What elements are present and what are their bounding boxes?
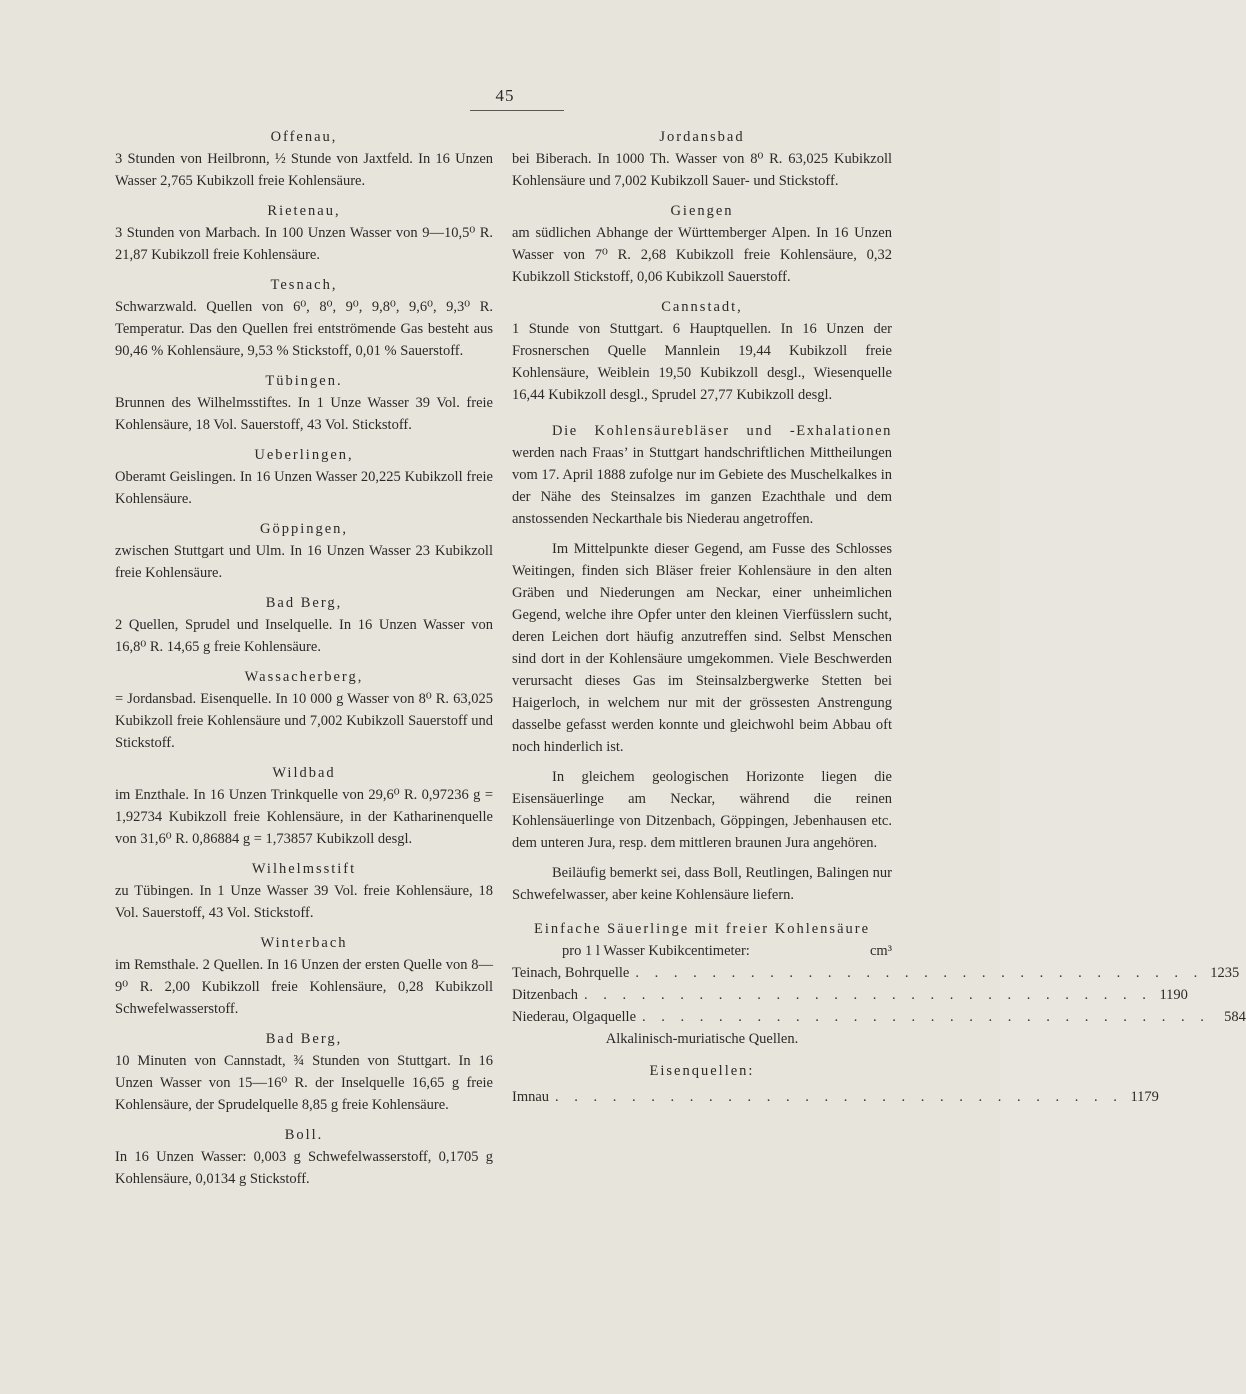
entry-title: Boll. bbox=[284, 1127, 324, 1143]
leader-dots: . . . . . . . . . . . . . . . . . . . . . . . . . . . . . . bbox=[635, 965, 1204, 981]
left-column bbox=[115, 126, 493, 1190]
table-title: Einfache Säuerlinge mit freier Kohlensäure bbox=[533, 921, 871, 937]
entry-title: Ueberlingen, bbox=[254, 447, 354, 463]
entry-text: bei Biberach. In 1000 Th. Wasser von 8⁰ R. 63,025 Kubikzoll Kohlensäure und 7,002 Kubikzoll Sauer- und Stickstoff. bbox=[512, 151, 892, 189]
table-row bbox=[512, 1086, 1159, 1108]
spring-entry bbox=[512, 296, 892, 406]
entry-text: im Remsthale. 2 Quellen. In 16 Unzen der ersten Quelle von 8—9⁰ R. 2,00 Kubikzoll freie Kohlensäure, 0,28 Kubikzoll Schwefelwasserstoff. bbox=[115, 957, 493, 1017]
entry-title: Offenau, bbox=[270, 129, 338, 145]
header-rule bbox=[470, 110, 564, 111]
row-value: 1235 bbox=[1210, 965, 1240, 981]
row-label: Teinach, Bohrquelle bbox=[512, 965, 630, 981]
spring-entry bbox=[115, 858, 493, 924]
body-paragraph bbox=[512, 420, 892, 530]
entry-text: 10 Minuten von Cannstadt, ¾ Stunden von Stuttgart. In 16 Unzen Wasser von 15—16⁰ R. der Inselquelle 16,65 g freie Kohlensäure, der Sprudelquelle 8,85 g freie Kohlensäure. bbox=[115, 1053, 493, 1113]
table-row bbox=[512, 1006, 1246, 1028]
row-value: 1179 bbox=[1130, 1089, 1159, 1105]
iron-springs-rows bbox=[512, 1086, 1159, 1108]
paragraph-text: In gleichem geologischen Horizonte liegen die Eisensäuerlinge am Neckar, während die reinen Kohlensäuerlinge von Ditzenbach, Göppingen, Jebenhausen etc. dem unteren Jura, resp. dem mittleren braunen Jura angehören. bbox=[512, 769, 892, 851]
spring-entry bbox=[115, 126, 493, 192]
right-entries bbox=[512, 126, 892, 406]
body-paragraph bbox=[512, 766, 892, 854]
entry-text: Schwarzwald. Quellen von 6⁰, 8⁰, 9⁰, 9,8⁰, 9,6⁰, 9,3⁰ R. Temperatur. Das den Quellen frei entströmende Gas besteht aus 90,46 % Kohlensäure, 9,53 % Stickstoff, 0,01 % Sauerstoff. bbox=[115, 299, 493, 359]
spring-entry bbox=[115, 762, 493, 850]
row-value: 1190 bbox=[1159, 987, 1188, 1003]
entry-text: im Enzthale. In 16 Unzen Trinkquelle von 29,6⁰ R. 0,97236 g = 1,92734 Kubikzoll freie Kohlensäure, in der Katharinenquelle von 31,6⁰ R. 0,86884 g = 1,73857 Kubikzoll desgl. bbox=[115, 787, 493, 847]
entry-title: Tübingen. bbox=[265, 373, 343, 389]
paragraph-text: werden nach Fraas’ in Stuttgart handschriftlichen Mittheilungen vom 17. April 1888 zufolge nur im Gebiete des Muschelkalkes in der Nähe des Steinsalzes im ganzen Ezachthale und dem anstossenden Neckarthale bis Niederau angetroffen. bbox=[512, 445, 892, 527]
row-label: Imnau bbox=[512, 1089, 550, 1105]
spring-entry bbox=[115, 444, 493, 510]
leader-dots: . . . . . . . . . . . . . . . . . . . . . . . . . . . . . . bbox=[555, 1089, 1123, 1105]
iron-springs-title: Eisenquellen: bbox=[649, 1063, 755, 1079]
entry-title: Winterbach bbox=[260, 935, 348, 951]
spaced-phrase: Die Kohlensäurebläser und -Exhalationen bbox=[552, 423, 892, 439]
springs-table bbox=[512, 918, 1246, 1108]
entry-text: zu Tübingen. In 1 Unze Wasser 39 Vol. freie Kohlensäure, 18 Vol. Sauerstoff, 43 Vol. Stickstoff. bbox=[115, 883, 493, 921]
entry-text: 1 Stunde von Stuttgart. 6 Hauptquellen. In 16 Unzen der Frosnerschen Quelle Mannlein 19,44 Kubikzoll freie Kohlensäure, Weiblein 19,50 Kubikzoll desgl., Wiesenquelle 16,44 Kubikzoll desgl., Sprudel 27,77 Kubikzoll desgl. bbox=[512, 321, 892, 403]
entry-title: Wilhelmsstift bbox=[251, 861, 357, 877]
leader-dots: . . . . . . . . . . . . . . . . . . . . . . . . . . . . . . bbox=[584, 987, 1152, 1003]
entry-title: Göppingen, bbox=[259, 521, 349, 537]
paragraph-text: Im Mittelpunkte dieser Gegend, am Fusse des Schlosses Weitingen, finden sich Bläser freier Kohlensäure in den alten Gräben und Niederungen am Neckar, einer unheimlichen Gegend, welche ihre Opfer unter den kleinen Vierfüsslern sucht, deren Leichen dort häufig anzutreffen sind. Selbst Menschen sind dort in der Kohlensäure umgekommen. Viele Beschwerden verursacht dieses Gas im Steinsalzbergwerke Stetten bei Haigerloch, in welchem nur mit der grössesten Anstrengung dasselbe gefasst werden konnte und gleichwohl beim Abbau oft noch hinderlich ist. bbox=[512, 541, 892, 755]
right-paragraphs bbox=[512, 420, 892, 906]
entry-title: Giengen bbox=[670, 203, 734, 219]
spring-entry bbox=[115, 932, 493, 1020]
body-paragraph bbox=[512, 538, 892, 758]
entry-title: Cannstadt, bbox=[661, 299, 743, 315]
spring-entry bbox=[115, 1124, 493, 1190]
page-number: 45 bbox=[495, 86, 515, 105]
entry-text: = Jordansbad. Eisenquelle. In 10 000 g Wasser von 8⁰ R. 63,025 Kubikzoll freie Kohlensäure und 7,002 Kubikzoll Sauerstoff und Stickstoff. bbox=[115, 691, 493, 751]
spring-entry bbox=[115, 370, 493, 436]
entry-title: Rietenau, bbox=[267, 203, 341, 219]
entry-title: Tesnach, bbox=[270, 277, 338, 293]
row-label: Niederau, Olgaquelle bbox=[512, 1009, 637, 1025]
entry-text: Oberamt Geislingen. In 16 Unzen Wasser 20,225 Kubikzoll freie Kohlensäure. bbox=[115, 469, 493, 507]
table-subheading: Alkalinisch-muriatische Quellen. bbox=[605, 1031, 799, 1047]
leader-dots: . . . . . . . . . . . . . . . . . . . . . . . . . . . . . . bbox=[642, 1009, 1210, 1025]
entry-text: am südlichen Abhange der Württemberger Alpen. In 16 Unzen Wasser von 7⁰ R. 2,68 Kubikzoll freie Kohlensäure, 0,32 Kubikzoll Stickstoff, 0,06 Kubikzoll Sauerstoff. bbox=[512, 225, 892, 285]
table-caption: pro 1 l Wasser Kubikcentimeter: bbox=[562, 943, 750, 959]
table-row bbox=[512, 962, 1240, 984]
entry-text: Brunnen des Wilhelmsstiftes. In 1 Unze Wasser 39 Vol. freie Kohlensäure, 18 Vol. Sauerstoff, 43 Vol. Stickstoff. bbox=[115, 395, 493, 433]
entry-text: In 16 Unzen Wasser: 0,003 g Schwefelwasserstoff, 0,1705 g Kohlensäure, 0,0134 g Stickstoff. bbox=[115, 1149, 493, 1187]
right-column bbox=[512, 126, 1246, 1108]
body-paragraph bbox=[512, 862, 892, 906]
spring-entry bbox=[115, 274, 493, 362]
spring-entry bbox=[115, 200, 493, 266]
entry-text: 2 Quellen, Sprudel und Inselquelle. In 16 Unzen Wasser von 16,8⁰ R. 14,65 g freie Kohlensäure. bbox=[115, 617, 493, 655]
entry-title: Bad Berg, bbox=[265, 595, 343, 611]
table-row bbox=[512, 984, 1188, 1006]
entry-title: Wassacherberg, bbox=[244, 669, 364, 685]
row-label: Ditzenbach bbox=[512, 987, 579, 1003]
entry-text: 3 Stunden von Heilbronn, ½ Stunde von Jaxtfeld. In 16 Unzen Wasser 2,765 Kubikzoll freie Kohlensäure. bbox=[115, 151, 493, 189]
spring-entry bbox=[512, 126, 892, 192]
entry-title: Bad Berg, bbox=[265, 1031, 343, 1047]
spring-entry bbox=[115, 518, 493, 584]
row-value: 584 bbox=[1224, 1009, 1246, 1025]
entry-title: Jordansbad bbox=[659, 129, 745, 145]
entry-text: zwischen Stuttgart und Ulm. In 16 Unzen Wasser 23 Kubikzoll freie Kohlensäure. bbox=[115, 543, 493, 581]
paragraph-text: Beiläufig bemerkt sei, dass Boll, Reutlingen, Balingen nur Schwefelwasser, aber keine Kohlensäure liefern. bbox=[512, 865, 892, 903]
spring-entry bbox=[115, 592, 493, 658]
spring-entry bbox=[512, 200, 892, 288]
table-caption-row bbox=[512, 940, 892, 962]
entry-text: 3 Stunden von Marbach. In 100 Unzen Wasser von 9—10,5⁰ R. 21,87 Kubikzoll freie Kohlensäure. bbox=[115, 225, 493, 263]
entry-title: Wildbad bbox=[272, 765, 336, 781]
spring-entry bbox=[115, 666, 493, 754]
spring-entry bbox=[115, 1028, 493, 1116]
table-unit: cm³ bbox=[869, 943, 892, 959]
table-rows bbox=[512, 962, 1246, 1028]
